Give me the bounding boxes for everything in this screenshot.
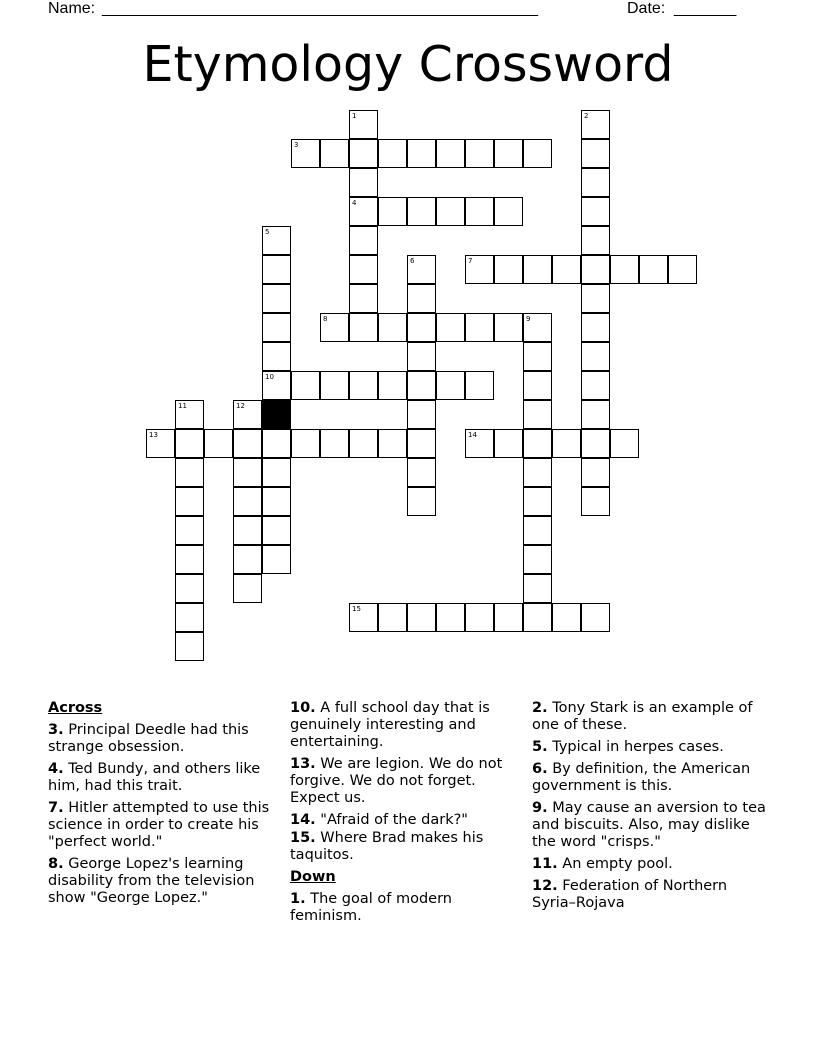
grid-cell[interactable] <box>581 458 610 487</box>
grid-cell[interactable] <box>523 545 552 574</box>
clue-across-3: 3. Principal Deedle had this strange obsession. <box>48 722 249 755</box>
grid-cell[interactable] <box>407 487 436 516</box>
clue-number: 11 <box>178 402 187 410</box>
grid-cell[interactable] <box>407 603 436 632</box>
grid-cell[interactable] <box>378 603 407 632</box>
grid-cell[interactable] <box>465 603 494 632</box>
grid-cell[interactable] <box>552 429 581 458</box>
grid-cell[interactable] <box>465 313 494 342</box>
grid-cell[interactable] <box>494 255 523 284</box>
grid-cell[interactable] <box>436 197 465 226</box>
grid-cell[interactable] <box>610 429 639 458</box>
grid-cell[interactable] <box>146 429 175 458</box>
clue-down-11: 11. An empty pool. <box>532 856 673 872</box>
grid-cell[interactable] <box>175 487 204 516</box>
grid-cell[interactable] <box>407 313 436 342</box>
grid-cell[interactable] <box>494 429 523 458</box>
date-blank-line[interactable]: _______ <box>674 0 737 17</box>
grid-cell[interactable] <box>262 487 291 516</box>
clue-number: 3 <box>294 141 299 149</box>
grid-cell[interactable] <box>320 371 349 400</box>
clue-across-8: 8. George Lopez's learning disability from the television show "George Lopez." <box>48 856 255 906</box>
clue-number: 9 <box>526 315 531 323</box>
grid-cell[interactable] <box>581 226 610 255</box>
grid-cell[interactable] <box>581 429 610 458</box>
grid-cell[interactable] <box>494 313 523 342</box>
grid-cell[interactable] <box>233 545 262 574</box>
grid-cell[interactable] <box>175 429 204 458</box>
grid-cell[interactable] <box>581 400 610 429</box>
grid-cell[interactable] <box>407 139 436 168</box>
grid-cell[interactable] <box>407 458 436 487</box>
grid-cell[interactable] <box>494 603 523 632</box>
grid-cell[interactable] <box>349 371 378 400</box>
clue-number: 13 <box>149 431 158 439</box>
grid-cell[interactable] <box>581 168 610 197</box>
clue-down-12: 12. Federation of Northern Syria–Rojava <box>532 878 728 911</box>
grid-cell[interactable] <box>523 574 552 603</box>
clue-column-1 <box>48 700 283 912</box>
grid-cell[interactable] <box>581 284 610 313</box>
name-blank-line[interactable]: _________________________________________________ <box>102 0 539 17</box>
grid-cell[interactable] <box>436 371 465 400</box>
clue-down-6: 6. By definition, the American government is this. <box>532 761 751 794</box>
clue-number: 6 <box>410 257 415 265</box>
grid-cell[interactable] <box>523 313 552 342</box>
grid-cell[interactable] <box>523 400 552 429</box>
grid-cell[interactable] <box>523 139 552 168</box>
grid-cell[interactable] <box>233 574 262 603</box>
clue-across-4: 4. Ted Bundy, and others like him, had this trait. <box>48 761 261 794</box>
grid-cell[interactable] <box>407 342 436 371</box>
grid-cell[interactable] <box>581 371 610 400</box>
grid-cell[interactable] <box>581 110 610 139</box>
grid-cell[interactable] <box>523 458 552 487</box>
grid-cell[interactable] <box>494 139 523 168</box>
grid-cell[interactable] <box>262 545 291 574</box>
grid-cell[interactable] <box>523 516 552 545</box>
grid-cell[interactable] <box>581 255 610 284</box>
grid-cell[interactable] <box>581 487 610 516</box>
clue-down-5: 5. Typical in herpes cases. <box>532 739 724 755</box>
grid-cell[interactable] <box>378 429 407 458</box>
across-heading: Across <box>48 700 103 716</box>
grid-cell[interactable] <box>407 371 436 400</box>
grid-cell[interactable] <box>523 429 552 458</box>
grid-cell[interactable] <box>349 226 378 255</box>
clue-down-1: 1. The goal of modern feminism. <box>290 891 452 924</box>
grid-cell[interactable] <box>349 110 378 139</box>
grid-cell[interactable] <box>378 313 407 342</box>
clue-number: 2 <box>584 112 589 120</box>
grid-cell[interactable] <box>523 487 552 516</box>
grid-cell[interactable] <box>523 603 552 632</box>
grid-cell[interactable] <box>262 429 291 458</box>
grid-cell[interactable] <box>581 342 610 371</box>
grid-cell[interactable] <box>262 313 291 342</box>
grid-cell[interactable] <box>262 516 291 545</box>
grid-cell[interactable] <box>262 458 291 487</box>
grid-cell[interactable] <box>465 429 494 458</box>
grid-cell[interactable] <box>262 226 291 255</box>
grid-cell[interactable] <box>523 371 552 400</box>
clue-across-7: 7. Hitler attempted to use this science in order to create his "perfect world." <box>48 800 270 850</box>
grid-cell[interactable] <box>668 255 697 284</box>
grid-cell[interactable] <box>465 197 494 226</box>
grid-cell[interactable] <box>262 371 291 400</box>
grid-cell[interactable] <box>349 168 378 197</box>
grid-cell[interactable] <box>349 284 378 313</box>
clue-across-15: 15. Where Brad makes his taquitos. <box>290 830 484 863</box>
grid-cell[interactable] <box>349 603 378 632</box>
clue-number: 12 <box>236 402 245 410</box>
grid-cell[interactable] <box>291 371 320 400</box>
grid-cell[interactable] <box>175 603 204 632</box>
grid-cell[interactable] <box>378 139 407 168</box>
grid-cell[interactable] <box>465 371 494 400</box>
grid-cell[interactable] <box>291 429 320 458</box>
grid-cell[interactable] <box>175 574 204 603</box>
grid-cell[interactable] <box>378 371 407 400</box>
grid-cell[interactable] <box>407 255 436 284</box>
grid-cell[interactable] <box>436 603 465 632</box>
name-label: Name: <box>48 0 96 17</box>
grid-cell[interactable] <box>523 255 552 284</box>
clue-number: 15 <box>352 605 361 613</box>
grid-cell[interactable] <box>465 139 494 168</box>
grid-cell[interactable] <box>407 429 436 458</box>
grid-cell[interactable] <box>581 603 610 632</box>
grid-cell[interactable] <box>175 400 204 429</box>
grid-cell[interactable] <box>349 255 378 284</box>
clue-number: 4 <box>352 199 357 207</box>
grid-cell[interactable] <box>436 139 465 168</box>
grid-cell[interactable] <box>262 342 291 371</box>
grid-cell[interactable] <box>523 342 552 371</box>
clue-number: 1 <box>352 112 357 120</box>
grid-cell[interactable] <box>581 313 610 342</box>
grid-cell[interactable] <box>262 255 291 284</box>
clue-down-9: 9. May cause an aversion to tea and biscuits. Also, may dislike the word "crisps." <box>532 800 766 850</box>
grid-cell[interactable] <box>494 197 523 226</box>
grid-cell[interactable] <box>349 313 378 342</box>
page-title: Etymology Crossword <box>142 36 674 93</box>
clue-across-14: 14. "Afraid of the dark?" <box>290 812 468 828</box>
grid-cell[interactable] <box>349 139 378 168</box>
grid-cell[interactable] <box>175 632 204 661</box>
clue-column-2 <box>290 700 522 930</box>
black-cell <box>262 400 291 429</box>
grid-cell[interactable] <box>233 429 262 458</box>
clue-number: 10 <box>265 373 274 381</box>
grid-cell[interactable] <box>552 603 581 632</box>
clue-down-2: 2. Tony Stark is an example of one of these. <box>532 700 753 733</box>
grid-cell[interactable] <box>581 197 610 226</box>
grid-cell[interactable] <box>233 458 262 487</box>
grid-cell[interactable] <box>233 487 262 516</box>
down-heading: Down <box>290 869 336 885</box>
grid-cell[interactable] <box>320 429 349 458</box>
grid-cell[interactable] <box>291 139 320 168</box>
grid-cell[interactable] <box>175 516 204 545</box>
clue-across-10: 10. A full school day that is genuinely interesting and entertaining. <box>290 700 490 750</box>
grid-cell[interactable] <box>349 429 378 458</box>
grid-cell[interactable] <box>552 255 581 284</box>
clue-number: 14 <box>468 431 477 439</box>
grid-cell[interactable] <box>320 139 349 168</box>
grid-cell[interactable] <box>639 255 668 284</box>
grid-cell[interactable] <box>436 313 465 342</box>
grid-cell[interactable] <box>233 400 262 429</box>
grid-cell[interactable] <box>349 197 378 226</box>
grid-cell[interactable] <box>175 458 204 487</box>
clue-number: 5 <box>265 228 270 236</box>
grid-cell[interactable] <box>581 139 610 168</box>
grid-cell[interactable] <box>465 255 494 284</box>
grid-cell[interactable] <box>407 284 436 313</box>
grid-cell[interactable] <box>175 545 204 574</box>
grid-cell[interactable] <box>320 313 349 342</box>
date-label: Date: <box>627 0 666 17</box>
clue-number: 7 <box>468 257 473 265</box>
grid-cell[interactable] <box>407 197 436 226</box>
clue-number: 8 <box>323 315 328 323</box>
grid-cell[interactable] <box>407 400 436 429</box>
clue-column-3 <box>532 700 772 917</box>
clue-across-13: 13. We are legion. We do not forgive. We do not forget. Expect us. <box>290 756 503 806</box>
grid-cell[interactable] <box>233 516 262 545</box>
grid-cell[interactable] <box>262 284 291 313</box>
grid-cell[interactable] <box>378 197 407 226</box>
grid-cell[interactable] <box>610 255 639 284</box>
grid-cell[interactable] <box>204 429 233 458</box>
